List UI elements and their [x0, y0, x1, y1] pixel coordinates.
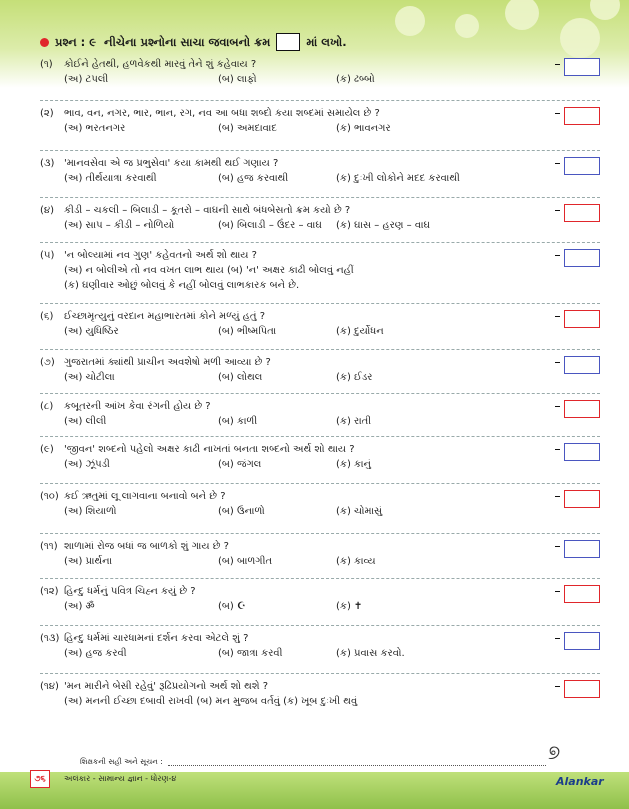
question-number: (૨)	[40, 108, 54, 119]
question-item	[40, 400, 600, 430]
question-text: 'જીવન' શબ્દનો પહેલો અક્ષર કાઢી નાખતાં બનતા શબ્દનો અર્થ શો થાય ?	[64, 444, 355, 455]
answer-dash	[555, 255, 560, 256]
option-b[interactable]: (બ) જાત્રા કરવી	[218, 648, 283, 659]
question-number: (૫)	[40, 250, 55, 261]
option-b[interactable]: (બ) અમદાવાદ	[218, 123, 277, 134]
question-separator	[40, 100, 600, 101]
question-number: (૧૦)	[40, 491, 59, 502]
option-a[interactable]: (અ) શિયાળો	[64, 506, 117, 517]
options-line[interactable]: (અ) ન બોલીએ તો નવ વખત લાભ થાય (બ) 'ન' અક્ષર કાઢી બોલવું નહીં	[64, 265, 354, 276]
question-separator	[40, 303, 600, 304]
option-b[interactable]: (બ) હજ કરવાથી	[218, 173, 289, 184]
question-separator	[40, 533, 600, 534]
option-b[interactable]: (બ) ઉનાળો	[218, 506, 265, 517]
question-number: (૪)	[40, 205, 55, 216]
options-row	[40, 73, 600, 88]
question-text: 'મન મારીને બેસી રહેવું' રૂઢિપ્રયોગનો અર્થ શો થશે ?	[64, 681, 269, 692]
question-text: ગુજરાતમાં ક્યાંથી પ્રાચીન અવશેષો મળી આવ્યા છે ?	[64, 357, 271, 368]
question-item	[40, 107, 600, 137]
question-text: ભાવ, વન, નગર, ભાર, ભાન, રગ, નવ આ બધા શબ્દો કયા શબ્દમાં સમાયેલ છે ?	[64, 108, 380, 119]
question-item	[40, 157, 600, 187]
question-item	[40, 310, 600, 340]
question-number: (૧૨)	[40, 586, 59, 597]
options-row	[40, 415, 600, 430]
sign-line	[168, 765, 546, 766]
book-title: અલંકાર - સામાન્ય જ્ઞાન - ધોરણ-૪	[64, 774, 177, 783]
options-row	[40, 555, 600, 570]
options-row	[40, 600, 600, 615]
question-text: હિન્દુ ધર્મનું પવિત્ર ચિહ્ન કયું છે ?	[64, 586, 196, 597]
answer-dash	[555, 163, 560, 164]
question-text: ઈચ્છામૃત્યુનું વરદાન મહાભારતમાં કોને મળ્યું હતું ?	[64, 311, 266, 322]
question-item	[40, 585, 600, 615]
option-c[interactable]: (ક) ભાવનગર	[336, 123, 391, 134]
answer-dash	[555, 496, 560, 497]
teacher-sign-label: શિક્ષકની સહી અને સૂચન :	[80, 757, 163, 766]
option-a[interactable]: (અ) ટપલી	[64, 74, 109, 85]
question-item	[40, 490, 600, 520]
option-a[interactable]: (અ) ચોટીલા	[64, 372, 115, 383]
option-a[interactable]: (અ) યુધિષ્ઠિર	[64, 326, 119, 337]
swirl-ornament-icon: ୭	[548, 740, 561, 764]
question-number: (૭)	[40, 357, 55, 368]
question-separator	[40, 150, 600, 151]
option-c[interactable]: (ક) ✝	[336, 601, 363, 612]
decor-dot	[395, 6, 425, 36]
option-a[interactable]: (અ) ઝૂંપડી	[64, 459, 110, 470]
option-b[interactable]: (બ) લોથલ	[218, 372, 263, 383]
question-text: કબૂતરની આંખ કેવા રંગની હોય છે ?	[64, 401, 211, 412]
option-b[interactable]: (બ) જંગલ	[218, 459, 262, 470]
question-text: હિન્દુ ધર્મમાં ચારધામનાં દર્શન કરવા એટલે શું ?	[64, 633, 249, 644]
answer-dash	[555, 113, 560, 114]
option-a[interactable]: (અ) તીર્થયાત્રા કરવાથી	[64, 173, 157, 184]
option-a[interactable]: (અ) ॐ	[64, 601, 95, 612]
question-number: (૧૩)	[40, 633, 60, 644]
answer-dash	[555, 362, 560, 363]
option-b[interactable]: (બ) કાળી	[218, 416, 258, 427]
answer-dash	[555, 591, 560, 592]
options-row	[40, 172, 600, 187]
question-item	[40, 632, 600, 662]
question-item	[40, 204, 600, 234]
options-row	[40, 647, 600, 662]
header-prefix: પ્રશ્ન : ૯	[55, 34, 97, 49]
option-a[interactable]: (અ) લીલી	[64, 416, 107, 427]
question-separator	[40, 673, 600, 674]
option-b[interactable]: (બ) બિલાડી – ઉંદર – વાઘ	[218, 220, 322, 231]
option-c[interactable]: (ક) દુઃખી લોકોને મદદ કરવાથી	[336, 173, 460, 184]
question-item	[40, 58, 600, 88]
header-text: નીચેના પ્રશ્નોના સાચા જવાબનો ક્રમ	[104, 34, 271, 49]
question-item	[40, 249, 600, 294]
option-a[interactable]: (અ) પ્રાર્થના	[64, 556, 113, 567]
question-text: કઈ ઋતુમાં લૂ લાગવાના બનાવો બને છે ?	[64, 491, 226, 502]
options-row	[40, 458, 600, 473]
option-a[interactable]: (અ) ભરતનગર	[64, 123, 126, 134]
question-separator	[40, 349, 600, 350]
question-number: (૧)	[40, 59, 53, 70]
question-number: (૬)	[40, 311, 54, 322]
question-number: (૮)	[40, 401, 54, 412]
answer-dash	[555, 686, 560, 687]
answer-box[interactable]	[564, 249, 600, 267]
options-row	[40, 219, 600, 234]
options-row	[40, 371, 600, 386]
question-separator	[40, 197, 600, 198]
question-text: શાળામાં રોજ બધાં જ બાળકો શું ગાય છે ?	[64, 541, 229, 552]
question-text: 'ન બોલ્યામાં નવ ગુણ' કહેવતનો અર્થ શો થાય ?	[64, 250, 257, 261]
question-number: (૧૪)	[40, 681, 59, 692]
options-row	[40, 122, 600, 137]
option-b[interactable]: (બ) ભીષ્મપિતા	[218, 326, 277, 337]
question-item	[40, 443, 600, 473]
question-item	[40, 680, 600, 710]
decor-dot	[455, 14, 479, 38]
brand-logo: Alankar	[556, 775, 604, 788]
question-text: કોઈને હેતથી, હળવેકથી મારવું તેને શું કહેવાય ?	[64, 59, 257, 70]
question-number: (૩)	[40, 158, 55, 169]
question-text: 'માનવસેવા એ જ પ્રભુસેવા' કયા કામથી થઈ ગણાય ?	[64, 158, 279, 169]
question-number: (૯)	[40, 444, 54, 455]
options-line[interactable]: (અ) મનની ઈચ્છા દબાવી રાખવી (બ) મન મુજબ વર્તવું (ક) ખૂબ દુઃખી થવું	[64, 696, 358, 707]
page-number: ૭૬	[30, 770, 50, 788]
decor-dot	[560, 18, 600, 58]
question-separator	[40, 393, 600, 394]
header-answer-box	[276, 33, 300, 51]
option-c[interactable]: (ક) ચોમાસું	[336, 506, 383, 517]
answer-dash	[555, 210, 560, 211]
option-c[interactable]: (ક) પ્રવાસ કરવો.	[336, 648, 405, 659]
question-separator	[40, 625, 600, 626]
question-text: કીડી – ચકલી – બિલાડી – કૂતરો – વાઘની સાથે બંધબેસતો ક્રમ કયો છે ?	[64, 205, 351, 216]
question-separator	[40, 578, 600, 579]
option-b[interactable]: (બ) લાફો	[218, 74, 257, 85]
answer-box[interactable]	[564, 680, 600, 698]
option-b[interactable]: (બ) બાળગીત	[218, 556, 273, 567]
option-c[interactable]: (ક) કાનું	[336, 459, 372, 470]
answer-dash	[555, 546, 560, 547]
header-suffix: માં લખો.	[306, 34, 347, 49]
question-separator	[40, 436, 600, 437]
question-header	[40, 33, 347, 51]
question-item	[40, 540, 600, 570]
question-item	[40, 356, 600, 386]
answer-dash	[555, 64, 560, 65]
option-b[interactable]: (બ) ☪	[218, 601, 246, 612]
option-c[interactable]: (ક) ઈડર	[336, 372, 373, 383]
question-number: (૧૧)	[40, 541, 58, 552]
answer-dash	[555, 316, 560, 317]
bullet-icon	[40, 38, 49, 47]
option-a[interactable]: (અ) સાપ – કીડી – નોળિયો	[64, 220, 175, 231]
question-separator	[40, 242, 600, 243]
options-row	[40, 505, 600, 520]
option-c[interactable]: (ક) ઘાસ – હરણ – વાઘ	[336, 220, 431, 231]
options-row	[40, 325, 600, 340]
options-line[interactable]: (ક) ઘણીવાર ઓછું બોલવું કે નહીં બોલવું લાભકારક બને છે.	[64, 280, 300, 291]
option-a[interactable]: (અ) હજ કરવી	[64, 648, 127, 659]
option-c[interactable]: (ક) રાતી	[336, 416, 372, 427]
option-c[interactable]: (ક) દુર્યોધન	[336, 326, 384, 337]
option-c[interactable]: (ક) કાવ્ય	[336, 556, 376, 567]
option-c[interactable]: (ક) ઢબ્બો	[336, 74, 375, 85]
question-separator	[40, 483, 600, 484]
answer-dash	[555, 406, 560, 407]
answer-dash	[555, 449, 560, 450]
answer-dash	[555, 638, 560, 639]
